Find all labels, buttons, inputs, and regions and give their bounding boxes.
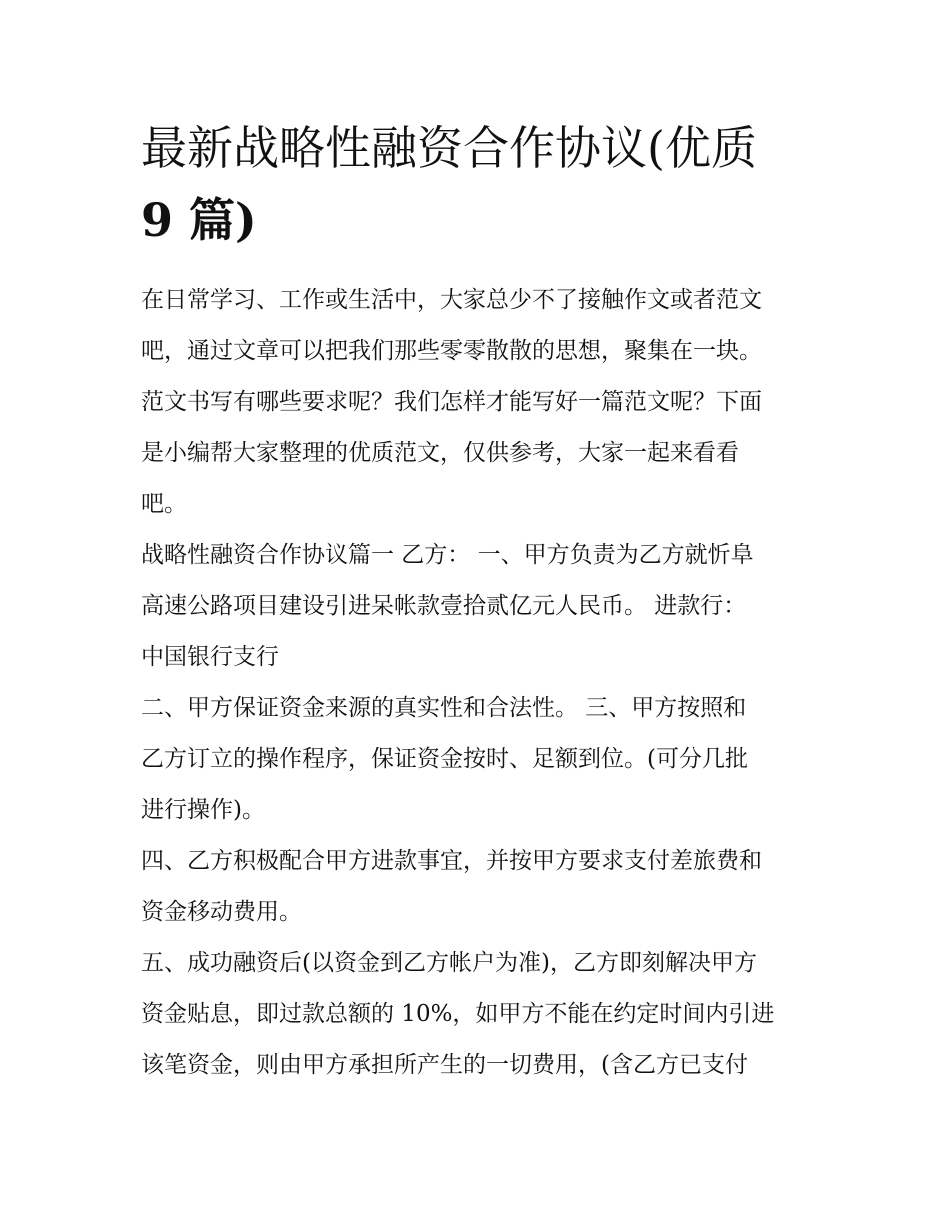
body-line: 中国银行支行: [141, 644, 279, 670]
body-line: 二、甲方保证资金来源的真实性和合法性。 三、甲方按照和: [141, 695, 747, 721]
title-line-2: 9 篇): [141, 193, 257, 247]
body-line: 战略性融资合作协议篇一 乙方： 一、甲方负责为乙方就忻阜: [141, 542, 754, 568]
document-body: [141, 275, 821, 1091]
body-line: 乙方订立的操作程序，保证资金按时、足额到位。(可分几批: [141, 746, 748, 772]
body-line: 四、乙方积极配合甲方进款事宜，并按甲方要求支付差旅费和: [141, 848, 762, 874]
body-line: 吧，通过文章可以把我们那些零零散散的思想，聚集在一块。: [141, 338, 762, 364]
document-title: [141, 112, 841, 256]
body-line: 吧。: [141, 491, 187, 517]
body-line: 高速公路项目建设引进呆帐款壹拾贰亿元人民币。 进款行：: [141, 593, 747, 619]
body-line: 是小编帮大家整理的优质范文，仅供参考，大家一起来看看: [141, 440, 739, 466]
body-line: 范文书写有哪些要求呢？我们怎样才能写好一篇范文呢？下面: [141, 389, 762, 415]
body-line: 进行操作)。: [141, 797, 265, 823]
body-line: 在日常学习、工作或生活中，大家总少不了接触作文或者范文: [141, 287, 762, 313]
body-line: 该笔资金，则由甲方承担所产生的一切费用，(含乙方已支付: [141, 1052, 748, 1078]
title-line-1: 最新战略性融资合作协议(优质: [141, 121, 757, 175]
body-line: 资金移动费用。: [141, 899, 302, 925]
body-line: 资金贴息，即过款总额的 10%，如甲方不能在约定时间内引进: [141, 1001, 775, 1027]
body-line: 五、成功融资后(以资金到乙方帐户为准)，乙方即刻解决甲方: [141, 950, 757, 976]
